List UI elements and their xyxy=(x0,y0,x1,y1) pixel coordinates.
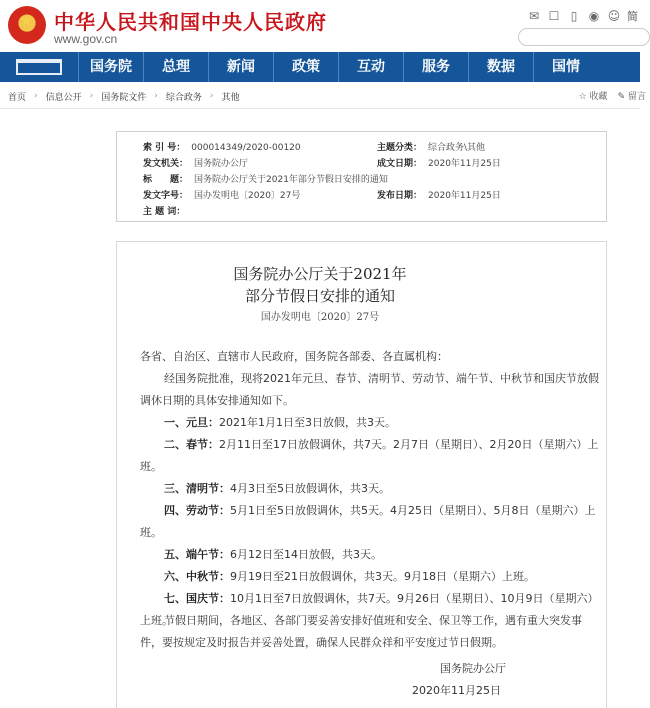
index-value: 000014349/2020-00120 xyxy=(191,143,301,153)
info-published-row xyxy=(377,188,501,201)
breadcrumb-other[interactable]: 其他 xyxy=(221,92,240,103)
header-tools xyxy=(527,8,638,24)
message-label: 留言 xyxy=(627,92,646,102)
breadcrumb-general-affairs[interactable]: 综合政务 xyxy=(165,92,202,103)
holiday-text: 5月1日至5日放假调休，共5天。4月25日（星期日）、5月8日（星期六）上班。 xyxy=(140,504,596,539)
holiday-label: 二、春节： xyxy=(164,438,219,451)
doc-title-line1: 国务院办公厅关于2021年 xyxy=(233,265,407,283)
divider xyxy=(0,108,640,109)
mail-icon[interactable]: ✉ xyxy=(528,9,540,23)
info-index-row xyxy=(143,140,301,153)
mobile-icon[interactable]: ▯ xyxy=(570,9,578,23)
favorite-label: 收藏 xyxy=(589,92,608,102)
doc-salutation: 各省、自治区、直辖市人民政府，国务院各部委、各直属机构： xyxy=(140,350,448,363)
nav-item-fuwu[interactable]: 服务 xyxy=(403,52,468,82)
nav-item-hudong[interactable]: 互动 xyxy=(338,52,403,82)
nav-item-guowuyuan[interactable]: 国务院 xyxy=(78,52,143,82)
doc-closing: 节假日期间，各地区、各部门要妥善安排好值班和安全、保卫等工作，遇有重大突发事件，要按规定及时报告并妥善处置，确保人民群众祥和平安度过节日假期。 xyxy=(140,614,582,649)
document-info-table xyxy=(116,131,607,222)
published-label: 发布日期： xyxy=(377,191,423,201)
info-issuer-row xyxy=(143,156,248,169)
main-nav xyxy=(0,52,640,82)
holiday-label: 七、国庆节： xyxy=(164,592,230,605)
site-title[interactable]: 中华人民共和国中央人民政府 xyxy=(54,10,327,34)
holiday-label: 四、劳动节： xyxy=(164,504,230,517)
holiday-text: 2月11日至17日放假调休，共7天。2月7日（星期日）、2月20日（星期六）上班。 xyxy=(140,438,599,473)
nav-item-shuju[interactable]: 数据 xyxy=(468,52,533,82)
doc-no-value: 国办发明电〔2020〕27号 xyxy=(194,191,301,201)
info-subject-row xyxy=(143,204,185,217)
holiday-label: 三、清明节： xyxy=(164,482,230,495)
doc-signer: 国务院办公厅 xyxy=(440,662,506,675)
breadcrumb xyxy=(0,86,646,106)
holiday-text: 10月1日至7日放假调休，共7天。9月26日（星期日）、10月9日（星期六）上班。 xyxy=(140,592,599,627)
chevron-right-icon: › xyxy=(34,91,38,101)
holiday-item xyxy=(140,478,600,500)
doc-sign-date: 2020年11月25日 xyxy=(412,684,501,697)
pencil-icon: ✎ xyxy=(617,92,626,102)
favorite-button[interactable] xyxy=(579,89,608,102)
breadcrumb-home[interactable]: 首页 xyxy=(8,92,27,103)
info-category-row xyxy=(377,140,485,153)
wechat-icon[interactable]: ☺ xyxy=(607,9,621,23)
breadcrumb-tools xyxy=(579,89,646,102)
search-input[interactable] xyxy=(518,28,650,46)
holiday-label: 一、元旦： xyxy=(164,416,219,429)
tiananmen-home-icon[interactable] xyxy=(0,52,78,82)
created-label: 成文日期： xyxy=(377,159,423,169)
holiday-item xyxy=(140,434,600,478)
holiday-label: 六、中秋节： xyxy=(164,570,230,583)
nav-item-zhengce[interactable]: 政策 xyxy=(273,52,338,82)
lang-simplified-link[interactable]: 简 xyxy=(627,10,638,23)
barrier-free-icon[interactable]: ☐ xyxy=(548,9,560,23)
info-docno-row xyxy=(143,188,300,201)
message-button[interactable] xyxy=(618,89,646,102)
holiday-text: 4月3日至5日放假调休，共3天。 xyxy=(230,482,390,495)
holiday-label: 五、端午节： xyxy=(164,548,230,561)
issuer-value: 国务院办公厅 xyxy=(194,159,249,169)
doc-title-line2: 部分节假日安排的通知 xyxy=(244,287,395,305)
site-header xyxy=(0,0,640,52)
doc-number: 国办发明电〔2020〕27号 xyxy=(260,312,380,323)
holiday-text: 2021年1月1日至3日放假，共3天。 xyxy=(219,416,396,429)
created-value: 2020年11月25日 xyxy=(428,159,501,169)
breadcrumb-info-public[interactable]: 信息公开 xyxy=(45,92,82,103)
doc-intro: 经国务院批准，现将2021年元旦、春节、清明节、劳动节、端午节、中秋节和国庆节放假调休日期的具体安排通知如下。 xyxy=(140,372,599,407)
holiday-text: 9月19日至21日放假调休，共3天。9月18日（星期六）上班。 xyxy=(230,570,535,583)
site-url[interactable]: www.gov.cn xyxy=(54,32,118,46)
category-value: 综合政务\其他 xyxy=(428,143,486,153)
national-emblem-icon[interactable]: ★ xyxy=(8,6,46,44)
holiday-item xyxy=(140,412,600,434)
doc-no-label: 发文字号： xyxy=(143,191,189,201)
chevron-right-icon: › xyxy=(89,91,94,101)
nav-item-guoqing[interactable]: 国情 xyxy=(533,52,598,82)
chevron-right-icon: › xyxy=(209,91,214,101)
index-label: 索 引 号： xyxy=(143,143,186,153)
title-value: 国务院办公厅关于2021年部分节假日安排的通知 xyxy=(194,175,388,185)
title-label: 标 题： xyxy=(143,175,189,185)
subject-label: 主 题 词： xyxy=(143,207,186,217)
holiday-text: 6月12日至14日放假，共3天。 xyxy=(230,548,382,561)
nav-item-zongli[interactable]: 总理 xyxy=(143,52,208,82)
weibo-icon[interactable]: ◉ xyxy=(588,9,600,23)
holiday-item xyxy=(140,500,600,544)
holiday-item xyxy=(140,544,600,566)
holiday-item xyxy=(140,566,600,588)
chevron-right-icon: › xyxy=(154,91,158,101)
category-label: 主题分类： xyxy=(377,143,423,153)
published-value: 2020年11月25日 xyxy=(428,191,501,201)
info-created-row xyxy=(377,156,501,169)
nav-item-xinwen[interactable]: 新闻 xyxy=(208,52,273,82)
breadcrumb-state-docs[interactable]: 国务院文件 xyxy=(101,92,147,103)
info-title-row xyxy=(143,172,388,185)
star-icon: ☆ xyxy=(578,92,587,102)
issuer-label: 发文机关： xyxy=(143,159,189,169)
